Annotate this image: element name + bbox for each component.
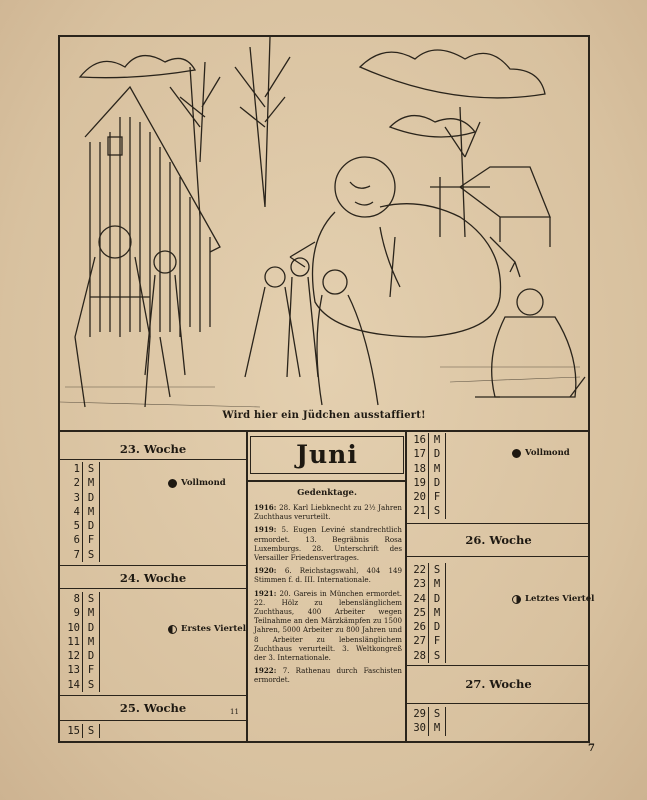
week25-top-rule	[60, 695, 246, 696]
day-number: 29	[413, 708, 426, 720]
gedenktage-list	[254, 503, 402, 689]
gedenktag-text: 7. Rathenau durch Faschisten ermordet.	[254, 666, 402, 685]
note-letztes-viertel	[512, 594, 594, 604]
day-row	[406, 606, 446, 620]
day-number: 9	[73, 607, 80, 620]
day-number: 11	[67, 635, 80, 648]
day-number: 18	[413, 462, 426, 475]
gedenktag-text: 6. Reichstagswahl, 404 149 Stimmen f. d. III. Internationale.	[254, 566, 402, 585]
day-number: 21	[413, 505, 426, 518]
last-quarter-moon-icon	[512, 595, 521, 604]
full-moon-icon	[168, 479, 177, 488]
day-number: 25	[413, 606, 426, 619]
note-vollmond-17	[512, 448, 570, 458]
gedenktag-entry	[254, 666, 402, 684]
month-rule	[248, 480, 405, 482]
day-row	[406, 721, 446, 735]
gedenktag-year: 1922:	[254, 666, 283, 676]
gedenktage-title: Gedenktage.	[297, 488, 357, 498]
day-number: 8	[73, 593, 80, 605]
gedenktag-text: 5. Eugen Leviné standrechtlich ermordet. 13. Begräbnis Rosa Luxemburgs. 28. Unterschrift des Versailler Friedensvertrages.	[254, 525, 402, 563]
day-row	[60, 476, 100, 490]
day-row	[406, 504, 446, 518]
gedenktag-entry	[254, 525, 402, 562]
weekday-letter: D	[428, 620, 446, 634]
weekday-letter: S	[82, 548, 100, 562]
day-row	[60, 491, 100, 505]
note-erstes-viertel	[168, 624, 246, 634]
gedenktag-entry	[254, 503, 402, 521]
weekday-letter: D	[82, 491, 100, 505]
weekday-letter: S	[82, 678, 100, 692]
day-row	[406, 433, 446, 447]
day-row	[60, 621, 100, 635]
day-number: 1	[73, 463, 80, 475]
day-number: 28	[413, 649, 426, 662]
day-row	[406, 476, 446, 490]
weekday-letter: D	[82, 519, 100, 533]
day-number: 6	[73, 534, 80, 547]
day-number: 30	[413, 722, 426, 735]
week26-rule	[407, 556, 590, 557]
day-row	[406, 490, 446, 504]
day-row	[60, 462, 100, 476]
day-row	[60, 649, 100, 663]
weekday-letter: M	[82, 606, 100, 620]
day-row	[406, 563, 446, 577]
note-label: Letztes Viertel	[525, 594, 595, 604]
day-row	[406, 707, 446, 721]
day-number: 12	[67, 650, 80, 663]
weekday-letter: M	[82, 505, 100, 519]
illustration-caption: Wird hier ein Jüdchen ausstaffiert!	[222, 410, 426, 421]
day-number: 13	[67, 664, 80, 677]
weekday-letter: F	[82, 533, 100, 547]
weekday-letter: M	[428, 433, 446, 447]
days-week-25	[60, 724, 100, 738]
day-row	[60, 519, 100, 533]
weekday-letter: S	[82, 462, 100, 476]
weekday-letter: F	[428, 634, 446, 648]
day-number: 14	[67, 678, 80, 691]
month-title: Juni	[250, 436, 404, 474]
note-label: Erstes Viertel	[181, 624, 246, 634]
day-number: 4	[73, 505, 80, 518]
days-week-25-cont	[406, 433, 446, 519]
gedenktag-year: 1919:	[254, 525, 282, 535]
days-week-23	[60, 462, 100, 562]
day-number: 19	[413, 476, 426, 489]
week-25-heading: 25. Woche	[119, 701, 187, 715]
weekday-letter: F	[428, 490, 446, 504]
divider-illustration	[60, 430, 588, 432]
note-label: Vollmond	[525, 448, 570, 458]
day-row	[60, 635, 100, 649]
day-row	[60, 533, 100, 547]
day-number: 2	[73, 477, 80, 490]
day-row	[406, 577, 446, 591]
day-row	[60, 678, 100, 692]
day-row	[60, 592, 100, 606]
gedenktag-year: 1921:	[254, 588, 280, 598]
day-number: 15	[67, 725, 80, 737]
weekday-letter: S	[428, 504, 446, 518]
day-number: 7	[73, 548, 80, 561]
day-number: 10	[67, 621, 80, 634]
weekday-letter: D	[82, 649, 100, 663]
week24-top-rule	[60, 565, 246, 566]
day-number: 24	[413, 592, 426, 605]
week23-rule	[60, 459, 246, 460]
weekday-letter: M	[428, 462, 446, 476]
day-number: 17	[413, 448, 426, 461]
weekday-letter: S	[82, 592, 100, 606]
day-number: 23	[413, 578, 426, 591]
day-number: 27	[413, 635, 426, 648]
weekday-letter: S	[428, 649, 446, 663]
weekday-letter: S	[428, 707, 446, 721]
week-23-heading: 23. Woche	[119, 442, 187, 456]
day-number: 16	[413, 434, 426, 446]
note-vollmond-2	[168, 478, 226, 488]
note-label: Vollmond	[181, 478, 226, 488]
week27-rule	[407, 703, 590, 704]
weekday-letter: M	[428, 577, 446, 591]
day-row	[60, 606, 100, 620]
weekday-letter: F	[82, 663, 100, 677]
week-26-heading: 26. Woche	[465, 533, 532, 547]
day-row	[60, 548, 100, 562]
day-row	[406, 592, 446, 606]
divider-col1	[246, 431, 248, 741]
day-number: 3	[73, 491, 80, 504]
gedenktag-year: 1916:	[254, 503, 280, 512]
days-week-26	[406, 563, 446, 663]
weekday-letter: M	[428, 606, 446, 620]
day-row	[60, 663, 100, 677]
days-week-27	[406, 707, 446, 736]
full-moon-icon	[512, 449, 521, 458]
day-row	[406, 447, 446, 461]
day-row	[406, 620, 446, 634]
week24-rule	[60, 588, 246, 589]
day-number: 26	[413, 621, 426, 634]
gedenktag-entry	[254, 566, 402, 584]
weekday-letter: S	[428, 563, 446, 577]
gedenktag-text: 28. Karl Liebknecht zu 2½ Jahren Zuchthaus verurteilt.	[254, 503, 402, 522]
week27-top-rule	[407, 665, 590, 666]
week-24-heading: 24. Woche	[119, 571, 187, 585]
gedenktag-text: 20. Gareis in München ermordet. 22. Hölz zu lebenslänglichem Zuchthaus, 400 Arbeiter wegen Teilnahme an den Märzkämpfen zu 1500 Jahren, 5000 Arbeiter zu 800 Jahren und 8 Arbeiter zu lebenslänglichem Zuchthaus verurteilt. 3. Weltkongreß der 3. Internationale.	[254, 588, 402, 663]
day-number: 5	[73, 520, 80, 533]
first-quarter-moon-icon	[168, 625, 177, 634]
week26-top-rule	[407, 523, 590, 524]
weekday-letter: M	[82, 635, 100, 649]
weekday-letter: D	[82, 621, 100, 635]
day-row	[406, 634, 446, 648]
small-mark: 11	[230, 708, 239, 716]
gedenktag-entry	[254, 589, 402, 663]
day-number: 20	[413, 491, 426, 504]
day-row	[60, 724, 100, 738]
gedenktag-year: 1920:	[254, 566, 285, 576]
weekday-letter: D	[428, 447, 446, 461]
weekday-letter: D	[428, 592, 446, 606]
weekday-letter: M	[428, 721, 446, 735]
day-number: 22	[413, 564, 426, 576]
week-27-heading: 27. Woche	[465, 677, 532, 691]
day-row	[60, 505, 100, 519]
page-number: 7	[588, 743, 595, 754]
day-row	[406, 649, 446, 663]
weekday-letter: S	[82, 724, 100, 738]
week25-rule	[60, 720, 246, 721]
days-week-24	[60, 592, 100, 692]
day-row	[406, 462, 446, 476]
weekday-letter: D	[428, 476, 446, 490]
weekday-letter: M	[82, 476, 100, 490]
